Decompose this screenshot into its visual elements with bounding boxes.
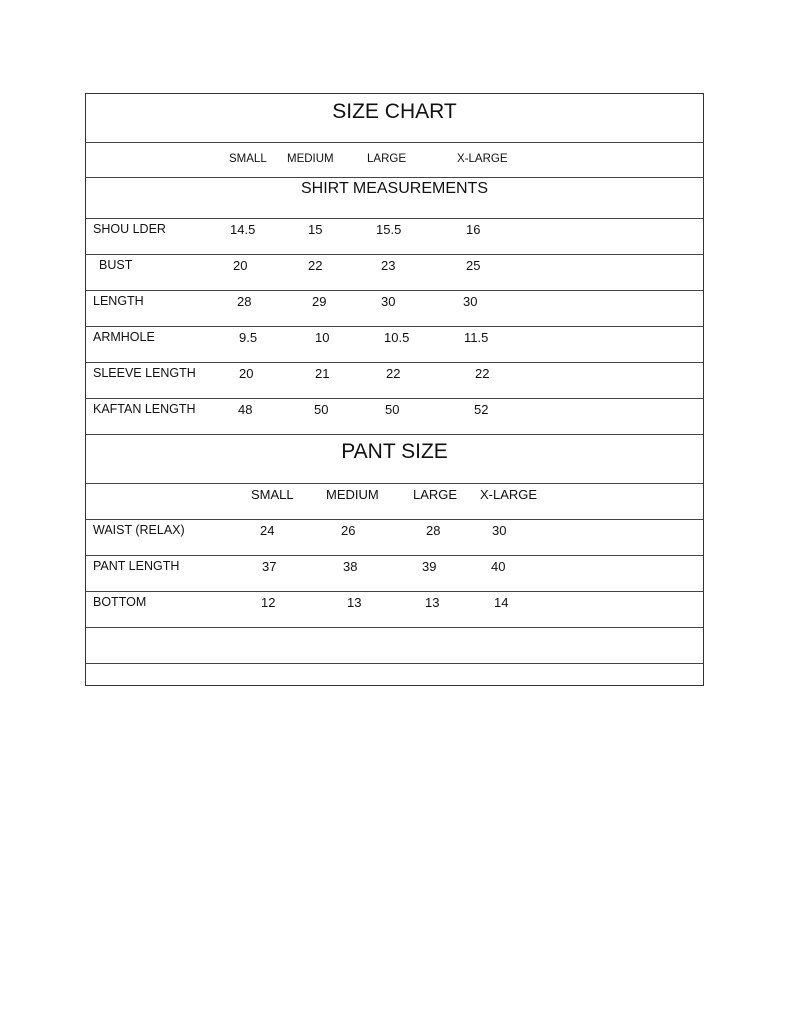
value-medium: 26 — [341, 523, 356, 538]
value-small: 12 — [261, 595, 276, 610]
row-label: BUST — [99, 258, 133, 272]
shirt-measurements-heading: SHIRT MEASUREMENTS — [301, 180, 488, 197]
value-small: 9.5 — [239, 330, 258, 345]
value-xlarge: 16 — [466, 222, 481, 237]
value-medium: 13 — [347, 595, 362, 610]
row-label: SHOU LDER — [93, 222, 166, 236]
pant-size-header-large: LARGE — [413, 487, 458, 502]
pant-size-header-row — [86, 484, 703, 520]
value-small: 20 — [239, 366, 254, 381]
shirt-heading-row — [86, 178, 703, 219]
value-medium: 10 — [315, 330, 330, 345]
value-small: 28 — [237, 294, 252, 309]
value-xlarge: 25 — [466, 258, 481, 273]
row-label: BOTTOM — [93, 595, 147, 609]
value-large: 22 — [386, 366, 401, 381]
shirt-row — [86, 291, 703, 327]
shirt-row — [86, 363, 703, 399]
value-xlarge: 52 — [474, 402, 489, 417]
shirt-row — [86, 327, 703, 363]
size-header-large: LARGE — [367, 153, 406, 165]
row-label: WAIST (RELAX) — [93, 523, 185, 537]
value-medium: 15 — [308, 222, 323, 237]
value-xlarge: 22 — [475, 366, 490, 381]
value-large: 15.5 — [376, 222, 402, 237]
value-large: 13 — [425, 595, 440, 610]
value-xlarge: 14 — [494, 595, 509, 610]
value-xlarge: 11.5 — [464, 330, 489, 345]
shirt-size-header-row — [86, 143, 703, 178]
value-xlarge: 30 — [492, 523, 507, 538]
pant-row — [86, 592, 703, 628]
empty-row — [86, 628, 703, 664]
value-medium: 50 — [314, 402, 329, 417]
title-row — [86, 94, 703, 143]
row-label: PANT LENGTH — [93, 559, 180, 573]
row-label: KAFTAN LENGTH — [93, 402, 196, 416]
value-medium: 38 — [343, 559, 358, 574]
shirt-row — [86, 219, 703, 255]
value-xlarge: 40 — [491, 559, 506, 574]
pant-size-header-xlarge: X-LARGE — [480, 487, 538, 502]
shirt-row — [86, 255, 703, 291]
value-small: 20 — [233, 258, 248, 273]
pant-heading-row — [86, 435, 703, 484]
value-medium: 22 — [308, 258, 323, 273]
value-small: 48 — [238, 402, 253, 417]
size-chart-table — [85, 93, 704, 686]
row-label: SLEEVE LENGTH — [93, 366, 196, 380]
value-large: 28 — [426, 523, 441, 538]
value-large: 30 — [381, 294, 396, 309]
pant-size-header-small: SMALL — [251, 487, 294, 502]
empty-row — [86, 664, 703, 686]
pant-size-heading: PANT SIZE — [341, 440, 448, 463]
value-large: 50 — [385, 402, 400, 417]
value-small: 37 — [262, 559, 277, 574]
size-header-medium: MEDIUM — [287, 153, 334, 165]
row-label: ARMHOLE — [93, 330, 155, 344]
value-small: 14.5 — [230, 222, 256, 237]
row-label: LENGTH — [93, 294, 144, 308]
pant-row — [86, 556, 703, 592]
value-large: 10.5 — [384, 330, 410, 345]
pant-size-header-medium: MEDIUM — [326, 487, 379, 502]
value-large: 23 — [381, 258, 396, 273]
value-large: 39 — [422, 559, 437, 574]
value-xlarge: 30 — [463, 294, 478, 309]
shirt-row — [86, 399, 703, 435]
value-medium: 21 — [315, 366, 330, 381]
page-title: SIZE CHART — [332, 100, 457, 123]
pant-row — [86, 520, 703, 556]
value-medium: 29 — [312, 294, 327, 309]
value-small: 24 — [260, 523, 275, 538]
size-header-small: SMALL — [229, 153, 267, 165]
size-header-xlarge: X-LARGE — [457, 153, 508, 165]
